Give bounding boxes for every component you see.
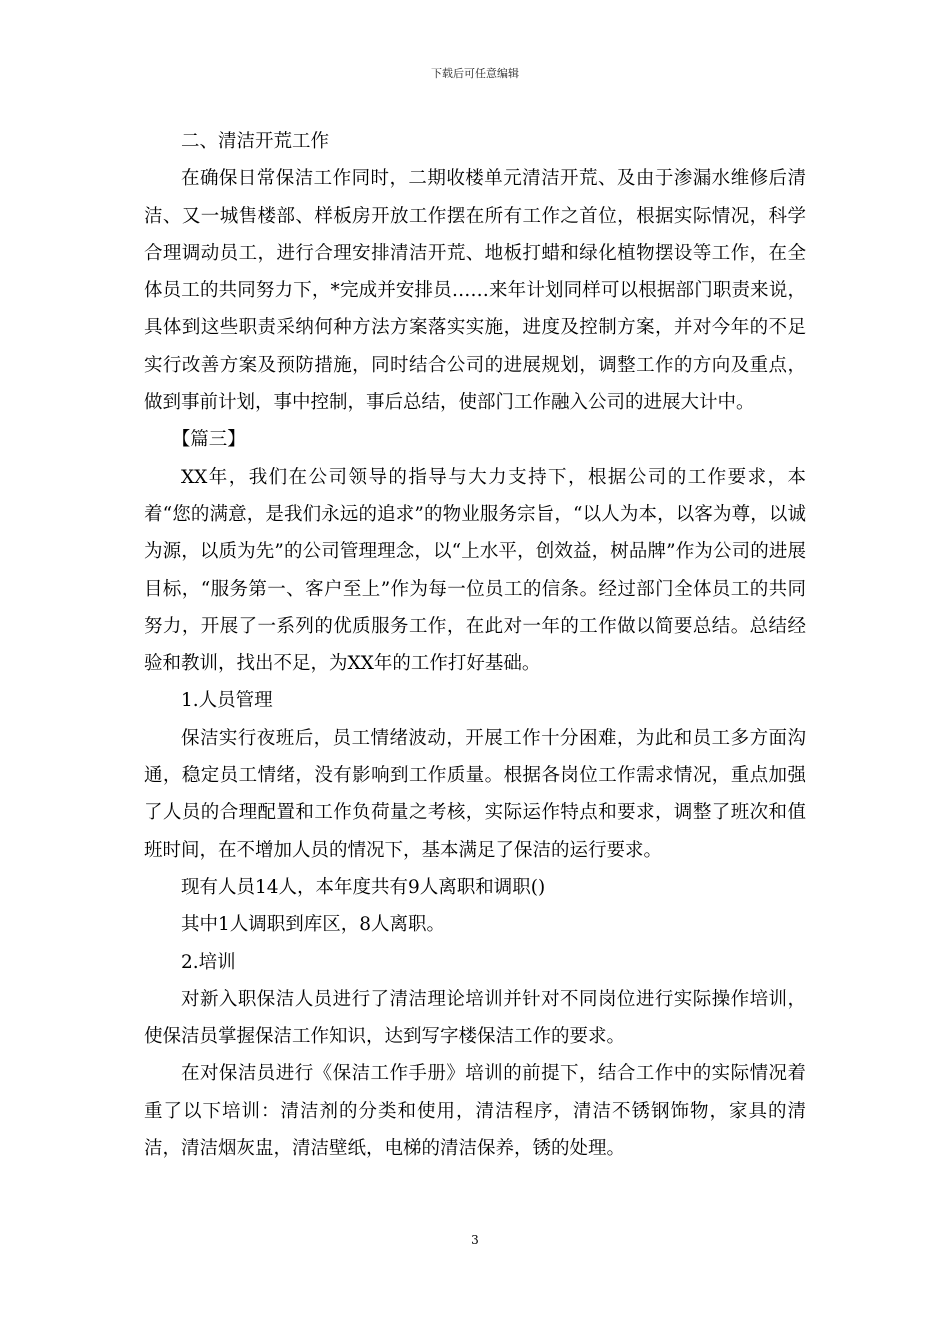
line-staff-count: 现有人员14人，本年度共有9人离职和调职() [181,876,546,898]
paragraph-training-manual: 在对保洁员进行《保洁工作手册》培训的前提下，结合工作中的实际情况着重了以下培训：清洁剂的分类和使用，清洁程序，清洁不锈钢饰物，家具的清洁，清洁烟灰盅，清洁壁纸，电梯的清洁保养，锈的处理。 [144,1063,806,1160]
document-body [144,123,806,1167]
subheading-staff-management: 1.人员管理 [181,690,273,712]
paragraph-annual-summary: XX年，我们在公司领导的指导与大力支持下，根据公司的工作要求，本着“您的满意，是我们永远的追求”的物业服务宗旨，“以人为本，以客为尊，以诚为源，以质为先”的公司管理理念，以“上水平，创效益，树品牌”作为公司的进展目标，“服务第一、客户至上”作为每一位员工的信条。经过部门全体员工的共同努力，开展了一系列的优质服务工作，在此对一年的工作做以简要总结。总结经验和教训，找出不足，为XX年的工作打好基础。 [144,466,806,675]
line-staff-transfer: 其中1人调职到库区，8人离职。 [181,914,446,936]
section-heading-part-three: 【篇三】 [171,429,246,451]
subheading-training: 2.培训 [181,951,236,973]
section-heading-cleaning: 二、清洁开荒工作 [181,131,330,152]
header-note: 下载后可任意编辑 [431,67,519,80]
paragraph-staff-management: 保洁实行夜班后，员工情绪波动，开展工作十分困难，为此和员工多方面沟通，稳定员工情绪，没有影响到工作质量。根据各岗位工作需求情况，重点加强了人员的合理配置和工作负荷量之考核，实际运作特点和要求，调整了班次和值班时间，在不增加人员的情况下，基本满足了保洁的运行要求。 [144,727,806,861]
page-number: 3 [471,1233,479,1247]
paragraph-cleaning: 在确保日常保洁工作同时，二期收楼单元清洁开荒、及由于渗漏水维修后清洁、又一城售楼部、样板房开放工作摆在所有工作之首位，根据实际情况，科学合理调动员工，进行合理安排清洁开荒、地板打蜡和绿化植物摆设等工作，在全体员工的共同努力下，*完成并安排员……来年计划同样可以根据部门职责来说，具体到这些职责采纳何种方法方案落实实施，进度及控制方案，并对今年的不足实行改善方案及预防措施，同时结合公司的进展规划，调整工作的方向及重点，做到事前计划，事中控制，事后总结，使部门工作融入公司的进展大计中。 [144,168,806,414]
paragraph-training-new-staff: 对新入职保洁人员进行了清洁理论培训并针对不同岗位进行实际操作培训，使保洁员掌握保洁工作知识，达到写字楼保洁工作的要求。 [144,988,806,1048]
